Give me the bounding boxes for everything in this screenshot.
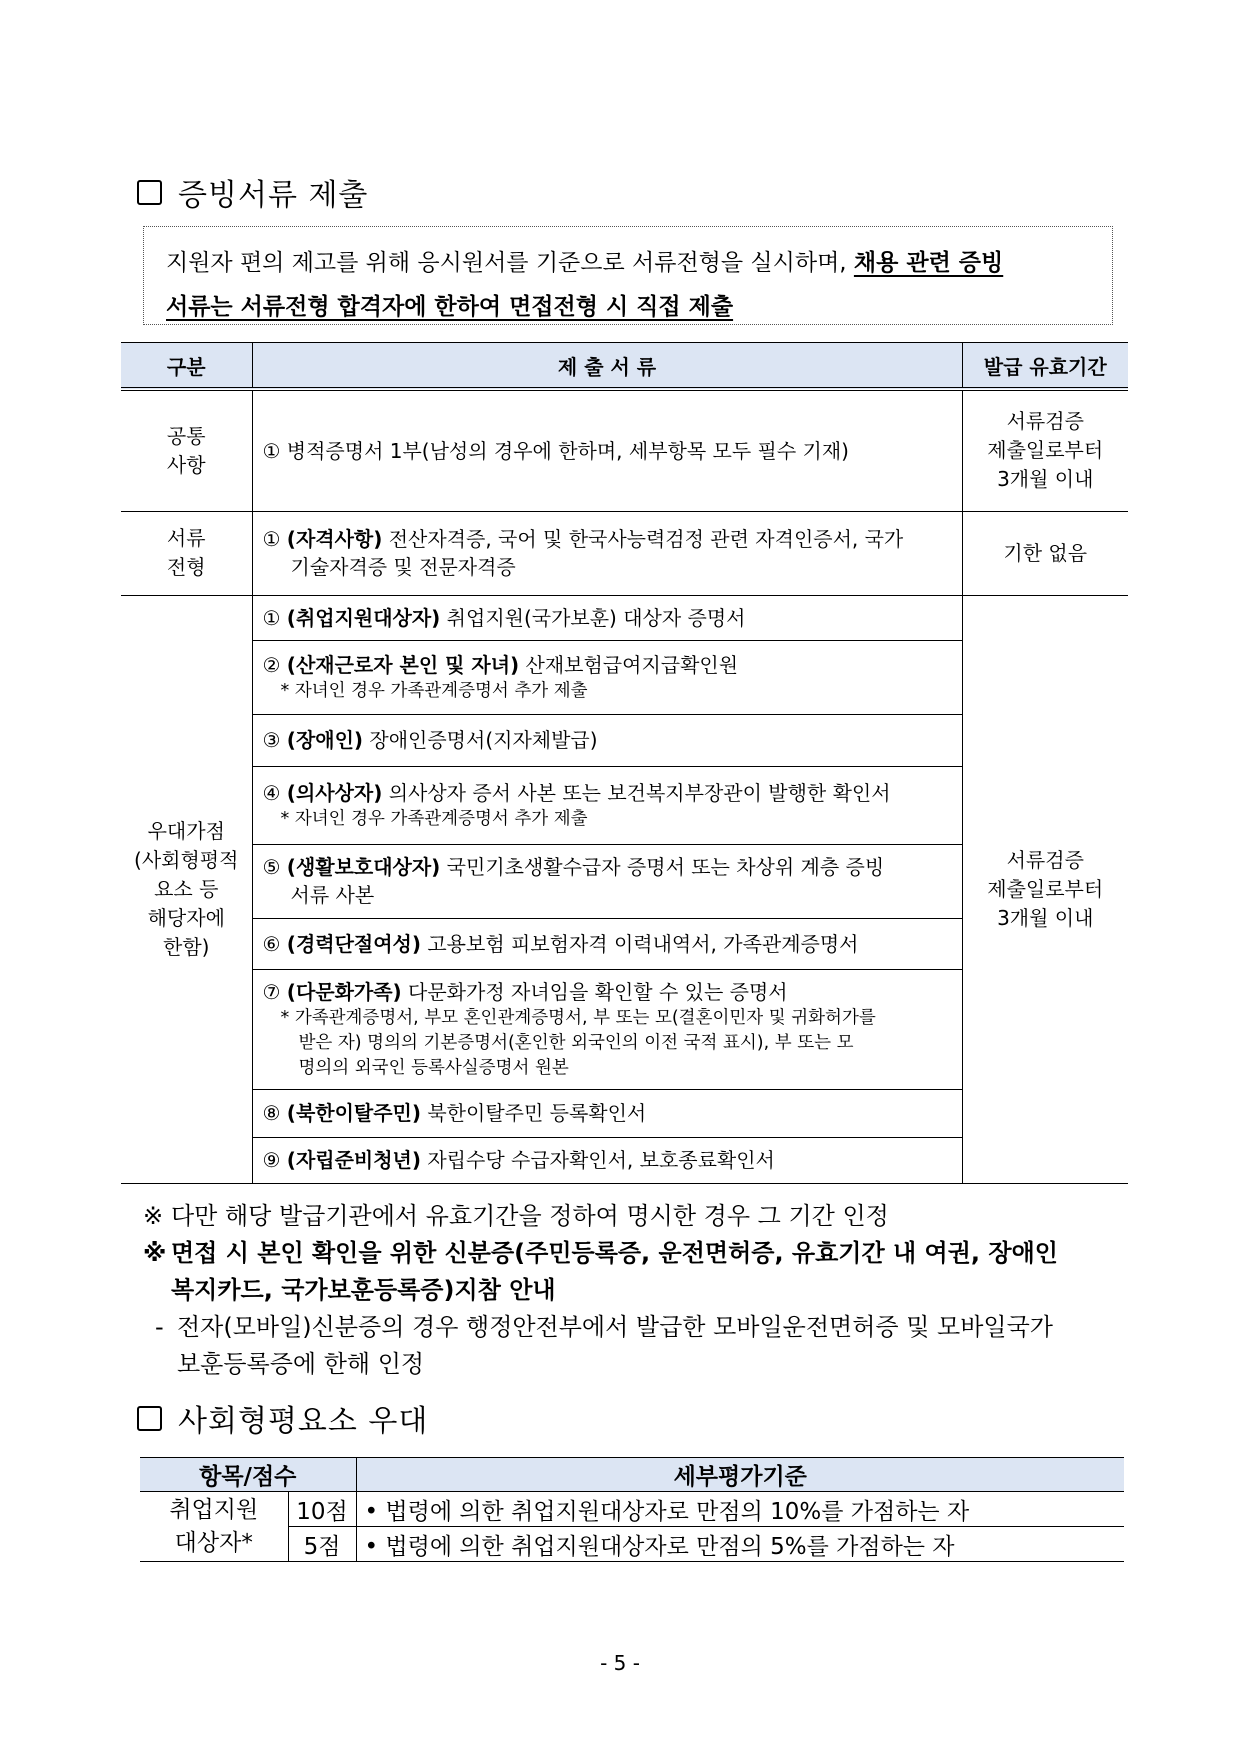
section-title-social-equity [137,1396,428,1440]
pref-item-3: ③ (장애인) 장애인증명서(지자체발급) [252,714,962,766]
validity-common: 서류검증 제출일로부터 3개월 이내 [962,389,1128,511]
score-criteria: • 법령에 의한 취업지원대상자로 만점의 5%를 가점하는 자 [356,1527,1124,1562]
pref-item-5: ⑤ (생활보호대상자) 국민기초생활수급자 증명서 또는 차상위 계층 증빙 서류 사본 [252,844,962,918]
notice-emphasis-2: 서류는 서류전형 합격자에 한하여 면접전형 시 직접 제출 [166,294,734,320]
category-screening: 서류 전형 [121,511,252,595]
table-row-pref-1 [121,595,1128,640]
score-header-criteria: 세부평가기준 [356,1458,1124,1492]
pref-item-9: ⑨ (자립준비청년) 자립수당 수급자확인서, 보호종료확인서 [252,1137,962,1183]
section-title-text: 사회형평요소 우대 [178,1404,429,1439]
notice-box [143,226,1113,325]
validity-screening: 기한 없음 [962,511,1128,595]
score-criteria: • 법령에 의한 취업지원대상자로 만점의 10%를 가점하는 자 [356,1492,1124,1527]
category-common: 공통 사항 [121,389,252,511]
table-row-screening [121,511,1128,595]
notice-emphasis-1: 채용 관련 증빙 [853,250,1004,276]
score-points: 5점 [288,1527,356,1562]
score-row [140,1527,1124,1562]
pref-item-4-note: * 자녀인 경우 가족관계증명서 추가 제출 [280,808,588,829]
score-row [140,1492,1124,1527]
score-table [140,1457,1124,1562]
pref-item-7: ⑦ (다문화가족) 다문화가정 자녀임을 확인할 수 있는 증명서 * 가족관계증명서, 부모 혼인관계증명서, 부 또는 모(결혼이민자 및 귀화허가를 받은 자) 명의의 기본증명서(혼인한 외국인의 이전 국적 표시), 부 또는 모 명의의 외국인 등록사실증명서 원본 [252,969,962,1089]
header-validity: 발급 유효기간 [962,343,1128,390]
section-title-documents [137,170,368,214]
documents-table [121,342,1128,1184]
pref-item-2-note: * 자녀인 경우 가족관계증명서 추가 제출 [280,680,588,701]
note-id-card-cont: 복지카드, 국가보훈등록증)지참 안내 [171,1276,556,1304]
checkbox-square-icon [137,180,162,205]
item-screening: ① (자격사항) 전산자격증, 국어 및 한국사능력검정 관련 자격인증서, 국가 기술자격증 및 전문자격증 [252,511,962,595]
pref-item-7-note-3: 명의의 외국인 등록사실증명서 원본 [298,1057,569,1078]
checkbox-square-icon [137,1406,162,1431]
score-header-row [140,1458,1124,1492]
notes-block [143,1198,1128,1383]
category-preferential: 우대가점 (사회형평적 요소 등 해당자에 한함) [121,595,252,1183]
note-mobile-id: - 전자(모바일)신분증의 경우 행정안전부에서 발급한 모바일운전면허증 및 모바일국가 [155,1313,1053,1341]
pref-item-1: ① (취업지원대상자) 취업지원(국가보훈) 대상자 증명서 [252,595,962,640]
score-points: 10점 [288,1492,356,1527]
pref-item-2: ② (산재근로자 본인 및 자녀) 산재보험급여지급확인원 * 자녀인 경우 가족관계증명서 추가 제출 [252,640,962,714]
note-mobile-id-cont: 보훈등록증에 한해 인정 [177,1350,425,1378]
header-documents: 제 출 서 류 [252,343,962,390]
table-row-common [121,389,1128,511]
score-category: 취업지원 대상자* [140,1492,288,1562]
section-title-text: 증빙서류 제출 [178,178,369,213]
score-header-item: 항목/점수 [140,1458,356,1492]
pref-item-6: ⑥ (경력단절여성) 고용보험 피보험자격 이력내역서, 가족관계증명서 [252,918,962,969]
note-id-card: ※ 면접 시 본인 확인을 위한 신분증(주민등록증, 운전면허증, 유효기간 내 여권, 장애인 [143,1239,1058,1267]
header-category: 구분 [121,343,252,390]
validity-preferential: 서류검증 제출일로부터 3개월 이내 [962,595,1128,1183]
pref-item-8: ⑧ (북한이탈주민) 북한이탈주민 등록확인서 [252,1089,962,1137]
pref-item-7-note-2: 받은 자) 명의의 기본증명서(혼인한 외국인의 이전 국적 표시), 부 또는 모 [298,1032,854,1053]
note-validity: ※ 다만 해당 발급기관에서 유효기간을 정하여 명시한 경우 그 기간 인정 [143,1202,889,1230]
page-number: - 5 - [600,1651,640,1675]
item-common: ① 병적증명서 1부(남성의 경우에 한하며, 세부항목 모두 필수 기재) [252,389,962,511]
pref-item-7-note: * 가족관계증명서, 부모 혼인관계증명서, 부 또는 모(결혼이민자 및 귀화허가를 [280,1007,876,1028]
notice-text: 지원자 편의 제고를 위해 응시원서를 기준으로 서류전형을 실시하며, [166,250,854,276]
pref-item-4: ④ (의사상자) 의사상자 증서 사본 또는 보건복지부장관이 발행한 확인서 * 자녀인 경우 가족관계증명서 추가 제출 [252,766,962,844]
table-header-row [121,343,1128,390]
